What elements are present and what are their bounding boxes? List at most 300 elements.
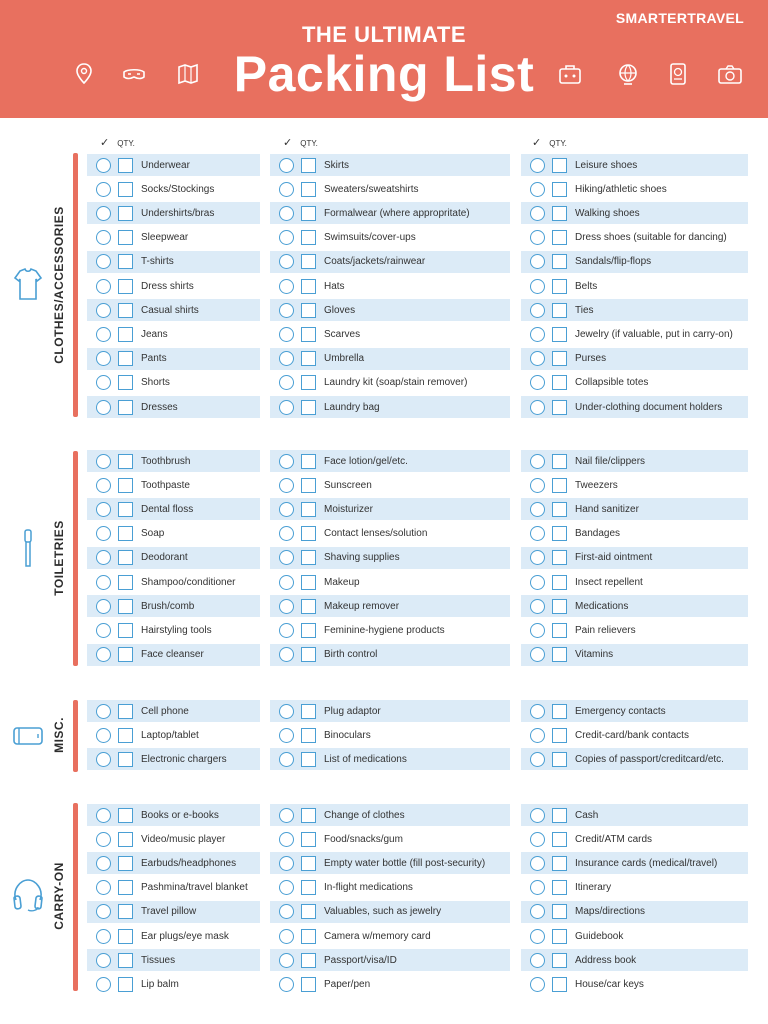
qty-box[interactable] (301, 808, 316, 823)
item-label: Belts (575, 280, 598, 292)
camera-icon (716, 60, 744, 88)
section-label-clothes: CLOTHES/ACCESSORIES (52, 206, 66, 364)
qty-box[interactable] (301, 977, 316, 992)
qty-box[interactable] (552, 550, 567, 565)
qty-box[interactable] (301, 454, 316, 469)
qty-box[interactable] (301, 832, 316, 847)
packed-checkbox[interactable] (96, 375, 111, 390)
qty-box[interactable] (118, 327, 133, 342)
item-label: Contact lenses/solution (324, 528, 428, 540)
item-label: Toothpaste (141, 479, 190, 491)
qty-box[interactable] (118, 182, 133, 197)
qty-box[interactable] (301, 254, 316, 269)
packed-checkbox[interactable] (530, 575, 545, 590)
checklist-item-brush-comb (87, 595, 260, 617)
item-label: Bandages (575, 528, 621, 540)
qty-box[interactable] (301, 623, 316, 638)
packed-checkbox[interactable] (96, 599, 111, 614)
packed-checkbox[interactable] (96, 704, 111, 719)
packed-checkbox[interactable] (96, 327, 111, 342)
item-label: Shaving supplies (324, 552, 400, 564)
packed-checkbox[interactable] (279, 728, 294, 743)
qty-box[interactable] (301, 647, 316, 662)
packed-checkbox[interactable] (530, 279, 545, 294)
qty-box[interactable] (118, 880, 133, 895)
packed-checkbox[interactable] (530, 502, 545, 517)
qty-box[interactable] (552, 752, 567, 767)
item-label: Scarves (324, 328, 361, 340)
item-label: Pain relievers (575, 624, 636, 636)
checklist-item-medications (521, 595, 748, 617)
packed-checkbox[interactable] (279, 454, 294, 469)
item-label: Paper/pen (324, 978, 371, 990)
item-label: Casual shirts (141, 304, 199, 316)
qty-box[interactable] (552, 303, 567, 318)
qty-box[interactable] (118, 351, 133, 366)
packed-checkbox[interactable] (530, 182, 545, 197)
qty-box[interactable] (301, 351, 316, 366)
checklist-item-insect-repellent (521, 571, 748, 593)
packed-checkbox[interactable] (530, 599, 545, 614)
qty-box[interactable] (552, 953, 567, 968)
packed-checkbox[interactable] (279, 206, 294, 221)
packed-checkbox[interactable] (530, 752, 545, 767)
packed-checkbox[interactable] (96, 478, 111, 493)
qty-box[interactable] (301, 904, 316, 919)
item-label: Insurance cards (medical/travel) (575, 857, 718, 869)
checklist-item-dental-floss (87, 498, 260, 520)
checklist-item-toothpaste (87, 474, 260, 496)
phone-icon (10, 716, 46, 756)
packed-checkbox[interactable] (279, 478, 294, 493)
checklist-item-pants (87, 348, 260, 370)
checklist-item-earbuds-headphones (87, 852, 260, 874)
packed-checkbox[interactable] (96, 904, 111, 919)
item-label: Sleepwear (141, 232, 189, 244)
qty-box[interactable] (552, 400, 567, 415)
packed-checkbox[interactable] (96, 929, 111, 944)
packed-checkbox[interactable] (530, 478, 545, 493)
qty-box[interactable] (552, 182, 567, 197)
qty-box[interactable] (552, 230, 567, 245)
packed-checkbox[interactable] (96, 856, 111, 871)
checklist-item-casual-shirts (87, 299, 260, 321)
checklist-item-collapsible-totes (521, 372, 748, 394)
qty-box[interactable] (301, 400, 316, 415)
qty-box[interactable] (552, 808, 567, 823)
qty-box[interactable] (118, 502, 133, 517)
qty-box[interactable] (118, 728, 133, 743)
packed-checkbox[interactable] (96, 977, 111, 992)
qty-box[interactable] (118, 977, 133, 992)
qty-box[interactable] (118, 647, 133, 662)
checklist-item-formalwear-where-appropritate (270, 202, 510, 224)
checklist-item-purses (521, 348, 748, 370)
packed-checkbox[interactable] (530, 327, 545, 342)
checklist-item-skirts (270, 154, 510, 176)
packed-checkbox[interactable] (279, 832, 294, 847)
checklist-item-sandals-flip-flops (521, 251, 748, 273)
qty-box[interactable] (552, 206, 567, 221)
qty-box[interactable] (301, 375, 316, 390)
checklist-item-contact-lenses-solution (270, 523, 510, 545)
checklist-item-leisure-shoes (521, 154, 748, 176)
qty-box[interactable] (552, 856, 567, 871)
item-label: Ties (575, 304, 594, 316)
packed-checkbox[interactable] (96, 206, 111, 221)
qty-box[interactable] (552, 279, 567, 294)
packed-checkbox[interactable] (530, 158, 545, 173)
packed-checkbox[interactable] (96, 808, 111, 823)
packed-checkbox[interactable] (96, 400, 111, 415)
packed-checkbox[interactable] (279, 575, 294, 590)
packed-checkbox[interactable] (96, 303, 111, 318)
checklist-item-in-flight-medications (270, 877, 510, 899)
item-label: Laundry bag (324, 401, 380, 413)
item-label: Laundry kit (soap/stain remover) (324, 377, 468, 389)
qty-box[interactable] (118, 929, 133, 944)
item-label: Soap (141, 528, 165, 540)
qty-box[interactable] (301, 303, 316, 318)
qty-box[interactable] (301, 230, 316, 245)
qty-box[interactable] (552, 977, 567, 992)
checklist-item-insurance-cards-medical-travel (521, 852, 748, 874)
item-label: Maps/directions (575, 906, 646, 918)
checklist-item-travel-pillow (87, 901, 260, 923)
qty-box[interactable] (118, 752, 133, 767)
checklist-item-laundry-bag (270, 396, 510, 418)
item-label: Hiking/athletic shoes (575, 183, 667, 195)
item-label: Gloves (324, 304, 356, 316)
checklist-item-camera-w-memory-card (270, 925, 510, 947)
qty-box[interactable] (118, 254, 133, 269)
checklist-item-first-aid-ointment (521, 547, 748, 569)
checklist-item-books-or-e-books (87, 804, 260, 826)
item-label: Collapsible totes (575, 377, 649, 389)
qty-box[interactable] (301, 502, 316, 517)
qty-box[interactable] (301, 182, 316, 197)
column-header-3 (532, 136, 567, 149)
checklist-item-food-snacks-gum (270, 828, 510, 850)
checklist-item-cell-phone (87, 700, 260, 722)
item-label: Swimsuits/cover-ups (324, 232, 416, 244)
item-label: Pants (141, 353, 167, 365)
item-label: Books or e-books (141, 809, 219, 821)
packed-checkbox[interactable] (96, 158, 111, 173)
qty-box[interactable] (301, 728, 316, 743)
packed-checkbox[interactable] (530, 351, 545, 366)
packed-checkbox[interactable] (96, 953, 111, 968)
qty-box[interactable] (118, 478, 133, 493)
checklist-item-hairstyling-tools (87, 619, 260, 641)
check-mark: ✓ (100, 137, 110, 149)
packed-checkbox[interactable] (279, 929, 294, 944)
checklist-item-face-lotion-gel-etc (270, 450, 510, 472)
qty-box[interactable] (552, 254, 567, 269)
globe-icon (614, 60, 642, 88)
packed-checkbox[interactable] (530, 230, 545, 245)
qty-box[interactable] (301, 704, 316, 719)
packed-checkbox[interactable] (279, 752, 294, 767)
item-label: Socks/Stockings (141, 183, 215, 195)
qty-box[interactable] (552, 375, 567, 390)
checklist-item-laundry-kit-soap-stain-remover (270, 372, 510, 394)
checklist-item-dress-shirts (87, 275, 260, 297)
item-label: Makeup (324, 576, 360, 588)
checklist-item-valuables-such-as-jewelry (270, 901, 510, 923)
qty-box[interactable] (552, 599, 567, 614)
packed-checkbox[interactable] (279, 904, 294, 919)
toothbrush-icon (10, 528, 46, 568)
qty-box[interactable] (552, 880, 567, 895)
packed-checkbox[interactable] (96, 502, 111, 517)
packed-checkbox[interactable] (530, 904, 545, 919)
qty-box[interactable] (301, 206, 316, 221)
checklist-item-feminine-hygiene-products (270, 619, 510, 641)
packed-checkbox[interactable] (279, 351, 294, 366)
qty-label: QTY. (549, 139, 567, 148)
qty-box[interactable] (552, 728, 567, 743)
item-label: Passport/visa/ID (324, 954, 397, 966)
item-label: Nail file/clippers (575, 455, 646, 467)
checklist-item-makeup-remover (270, 595, 510, 617)
packed-checkbox[interactable] (279, 856, 294, 871)
qty-box[interactable] (118, 832, 133, 847)
qty-box[interactable] (552, 478, 567, 493)
packed-checkbox[interactable] (279, 704, 294, 719)
packed-checkbox[interactable] (96, 880, 111, 895)
item-label: Change of clothes (324, 809, 405, 821)
qty-box[interactable] (118, 550, 133, 565)
qty-box[interactable] (301, 856, 316, 871)
qty-box[interactable] (118, 599, 133, 614)
qty-box[interactable] (118, 526, 133, 541)
packed-checkbox[interactable] (96, 832, 111, 847)
qty-box[interactable] (552, 832, 567, 847)
packed-checkbox[interactable] (530, 526, 545, 541)
item-label: Leisure shoes (575, 159, 638, 171)
checklist-item-umbrella (270, 348, 510, 370)
packed-checkbox[interactable] (530, 880, 545, 895)
item-label: Lip balm (141, 978, 179, 990)
packed-checkbox[interactable] (279, 254, 294, 269)
packed-checkbox[interactable] (96, 752, 111, 767)
qty-box[interactable] (118, 904, 133, 919)
qty-box[interactable] (301, 158, 316, 173)
qty-box[interactable] (552, 623, 567, 638)
packed-checkbox[interactable] (279, 182, 294, 197)
packed-checkbox[interactable] (530, 704, 545, 719)
item-label: Shorts (141, 377, 170, 389)
checklist-item-guidebook (521, 925, 748, 947)
qty-box[interactable] (118, 856, 133, 871)
checklist-item-deodorant (87, 547, 260, 569)
packed-checkbox[interactable] (279, 327, 294, 342)
qty-box[interactable] (552, 647, 567, 662)
checklist-item-gloves (270, 299, 510, 321)
item-label: Valuables, such as jewelry (324, 906, 442, 918)
checklist-item-dress-shoes-suitable-for-dancing (521, 227, 748, 249)
packed-checkbox[interactable] (279, 599, 294, 614)
qty-box[interactable] (552, 929, 567, 944)
item-label: Laptop/tablet (141, 729, 199, 741)
packed-checkbox[interactable] (96, 454, 111, 469)
qty-box[interactable] (301, 880, 316, 895)
qty-box[interactable] (118, 953, 133, 968)
item-label: Walking shoes (575, 207, 640, 219)
packed-checkbox[interactable] (279, 623, 294, 638)
checklist-item-list-of-medications (270, 748, 510, 770)
checklist-item-electronic-chargers (87, 748, 260, 770)
qty-box[interactable] (552, 327, 567, 342)
qty-box[interactable] (118, 575, 133, 590)
packed-checkbox[interactable] (530, 856, 545, 871)
checklist-item-makeup (270, 571, 510, 593)
packed-checkbox[interactable] (279, 230, 294, 245)
packed-checkbox[interactable] (530, 647, 545, 662)
checklist-item-change-of-clothes (270, 804, 510, 826)
packed-checkbox[interactable] (279, 400, 294, 415)
qty-box[interactable] (118, 623, 133, 638)
packed-checkbox[interactable] (530, 832, 545, 847)
checklist-item-copies-of-passport-creditcard-etc (521, 748, 748, 770)
packed-checkbox[interactable] (279, 526, 294, 541)
section-label-misc: MISC. (52, 717, 66, 753)
qty-box[interactable] (118, 230, 133, 245)
qty-box[interactable] (118, 375, 133, 390)
qty-box[interactable] (118, 400, 133, 415)
packed-checkbox[interactable] (530, 454, 545, 469)
item-label: Feminine-hygiene products (324, 624, 445, 636)
checklist-item-moisturizer (270, 498, 510, 520)
packed-checkbox[interactable] (530, 623, 545, 638)
packed-checkbox[interactable] (96, 575, 111, 590)
item-label: Face lotion/gel/etc. (324, 455, 408, 467)
packed-checkbox[interactable] (96, 182, 111, 197)
qty-box[interactable] (118, 704, 133, 719)
item-label: Jeans (141, 328, 168, 340)
qty-box[interactable] (552, 904, 567, 919)
packed-checkbox[interactable] (96, 728, 111, 743)
checklist-item-shampoo-conditioner (87, 571, 260, 593)
packed-checkbox[interactable] (279, 375, 294, 390)
item-label: House/car keys (575, 978, 644, 990)
packed-checkbox[interactable] (96, 623, 111, 638)
qty-box[interactable] (301, 752, 316, 767)
packed-checkbox[interactable] (96, 230, 111, 245)
qty-box[interactable] (301, 478, 316, 493)
packed-checkbox[interactable] (96, 254, 111, 269)
packed-checkbox[interactable] (530, 375, 545, 390)
packed-checkbox[interactable] (96, 526, 111, 541)
item-label: Electronic chargers (141, 753, 227, 765)
qty-box[interactable] (552, 502, 567, 517)
qty-box[interactable] (118, 279, 133, 294)
checklist-item-coats-jackets-rainwear (270, 251, 510, 273)
packed-checkbox[interactable] (530, 254, 545, 269)
checklist-item-empty-water-bottle-fill-post-security (270, 852, 510, 874)
qty-box[interactable] (118, 303, 133, 318)
qty-box[interactable] (118, 808, 133, 823)
packed-checkbox[interactable] (530, 728, 545, 743)
qty-box[interactable] (301, 279, 316, 294)
qty-box[interactable] (301, 929, 316, 944)
packed-checkbox[interactable] (530, 977, 545, 992)
item-label: In-flight medications (324, 882, 413, 894)
packed-checkbox[interactable] (279, 303, 294, 318)
item-label: Emergency contacts (575, 705, 666, 717)
packed-checkbox[interactable] (530, 206, 545, 221)
checklist-item-underwear (87, 154, 260, 176)
checklist-item-jeans (87, 323, 260, 345)
packed-checkbox[interactable] (279, 279, 294, 294)
packed-checkbox[interactable] (530, 303, 545, 318)
checklist-item-lip-balm (87, 973, 260, 995)
qty-label: QTY. (117, 139, 135, 148)
packed-checkbox[interactable] (279, 502, 294, 517)
item-label: Hats (324, 280, 345, 292)
qty-box[interactable] (118, 206, 133, 221)
packed-checkbox[interactable] (279, 647, 294, 662)
item-label: Coats/jackets/rainwear (324, 256, 426, 268)
qty-box[interactable] (552, 351, 567, 366)
packed-checkbox[interactable] (530, 929, 545, 944)
checklist-item-hats (270, 275, 510, 297)
packed-checkbox[interactable] (96, 550, 111, 565)
item-label: Tissues (141, 954, 176, 966)
qty-box[interactable] (552, 454, 567, 469)
packed-checkbox[interactable] (279, 880, 294, 895)
packed-checkbox[interactable] (279, 977, 294, 992)
item-label: Binoculars (324, 729, 371, 741)
packed-checkbox[interactable] (279, 158, 294, 173)
qty-box[interactable] (552, 526, 567, 541)
item-label: Camera w/memory card (324, 930, 431, 942)
packed-checkbox[interactable] (96, 647, 111, 662)
item-label: Brush/comb (141, 600, 195, 612)
packed-checkbox[interactable] (96, 279, 111, 294)
qty-box[interactable] (301, 599, 316, 614)
packed-checkbox[interactable] (530, 808, 545, 823)
packed-checkbox[interactable] (279, 808, 294, 823)
qty-box[interactable] (552, 575, 567, 590)
packed-checkbox[interactable] (96, 351, 111, 366)
item-label: Undershirts/bras (141, 207, 215, 219)
checklist-item-belts (521, 275, 748, 297)
header-banner (0, 0, 768, 118)
packed-checkbox[interactable] (279, 550, 294, 565)
item-label: Tweezers (575, 479, 618, 491)
qty-box[interactable] (118, 158, 133, 173)
qty-box[interactable] (552, 704, 567, 719)
item-label: First-aid ointment (575, 552, 653, 564)
item-label: Plug adaptor (324, 705, 381, 717)
item-label: Earbuds/headphones (141, 857, 237, 869)
qty-box[interactable] (301, 327, 316, 342)
qty-box[interactable] (552, 158, 567, 173)
qty-box[interactable] (301, 550, 316, 565)
packed-checkbox[interactable] (279, 953, 294, 968)
packed-checkbox[interactable] (530, 953, 545, 968)
packed-checkbox[interactable] (530, 550, 545, 565)
checklist-item-paper-pen (270, 973, 510, 995)
packed-checkbox[interactable] (530, 400, 545, 415)
qty-box[interactable] (301, 953, 316, 968)
qty-box[interactable] (301, 526, 316, 541)
qty-box[interactable] (118, 454, 133, 469)
headphones-icon (8, 876, 48, 916)
qty-box[interactable] (301, 575, 316, 590)
